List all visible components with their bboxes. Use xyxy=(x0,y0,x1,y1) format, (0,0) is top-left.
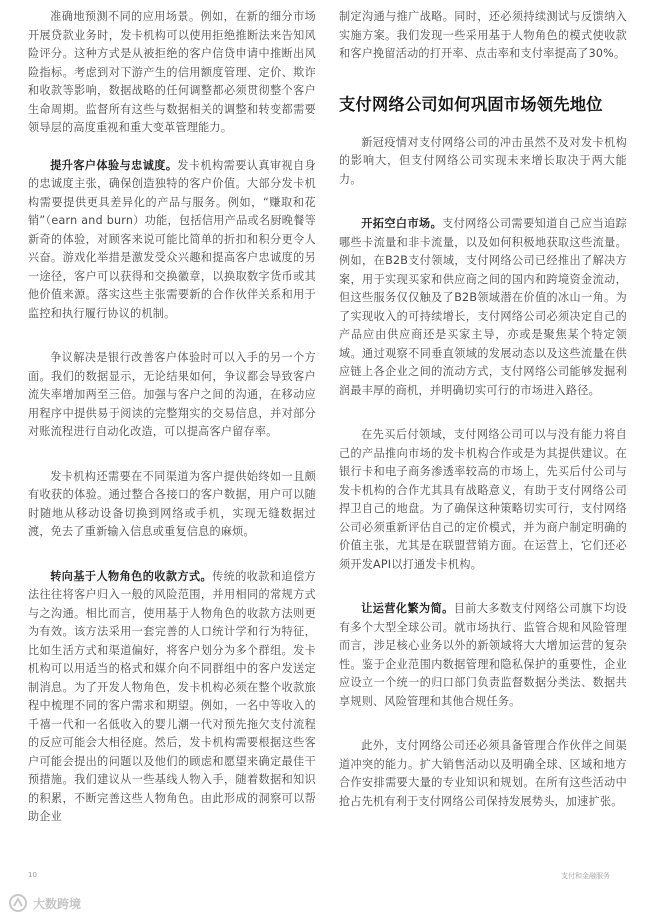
left-column xyxy=(28,8,316,846)
right-paragraph-4: 在先买后付领域，支付网络公司可以与没有能力将自己的产品推向市场的发卡机构合作或是为其提供建议。在银行卡和电子商务渗透率较高的市场上，先买后付公司与发卡机构的合作尤其具有战略意义，有助于支付网络公司捍卫自己的地盘。为了确保这种策略切实可行，支付网络公司必须重新评估自己的定价模式，并为商户制定明确的价值主张，尤其是在联盟营销方面。在运营上，它们还必须开发API以打通发卡机构。 xyxy=(339,428,627,571)
left-paragraph-5 xyxy=(28,568,316,827)
right-paragraph-1: 制定沟通与推广战略。同时，还必须持续测试与反馈纳入实施方案。我们发现一些采用基于人物角色的模式使收款和客户挽留活动的打开率、点击率和支付率提高了30%。 xyxy=(339,10,627,60)
section-lead-simplify-operations: 让运营化繁为简。 xyxy=(361,602,454,615)
watermark-logo-icon xyxy=(8,893,30,913)
right-paragraph-2: 新冠疫情对支付网络公司的冲击虽然不及对发卡机构的影响大，但支付网络公司实现未来增长取决于两大能力。 xyxy=(339,135,627,186)
section-heading: 支付网络公司如何巩固市场领先地位 xyxy=(339,94,603,114)
right-paragraph-3 xyxy=(339,215,627,400)
section-lead-customer-experience: 提升客户体验与忠诚度。 xyxy=(50,158,178,172)
watermark xyxy=(8,893,81,913)
left-paragraph-1: 准确地预测不同的应用场景。例如，在新的细分市场开展贷款业务时，发卡机构可以使用拒绝推断法来告知风险评分。这种方式是从被拒绝的客户信贷申请中推断出风险指标。考虑到对下游产生的信用额度管理、定价、欺诈和收款等影响，数据战略的任何调整都必须贯彻整个客户生命周期。监督所有这些与数据相关的调整和转变都需要领导层的高度重视和重大变革管理能力。 xyxy=(28,10,316,134)
right-paragraph-3-body: 支付网络公司需要知道自己应当追踪哪些卡流量和非卡流量，以及如何积极地获取这些流量。例如，在B2B支付领域，支付网络公司已经推出了解决方案，用于实现买家和供应商之间的国内和跨境资金流动，但这些服务仅仅触及了B2B领域潜在价值的冰山一角。为了实现收入的可持续增长，支付网络公司必须决定自己的产品应由供应商还是买家主导，亦或是聚焦某个特定领域。通过观察不同垂直领域的发展动态以及这些流量在供应链上各企业之间的流动方式，支付网络公司能够发掘利润最丰厚的商机，并明确切实可行的市场进入路径。 xyxy=(339,217,627,397)
left-paragraph-2 xyxy=(28,157,316,324)
right-column xyxy=(339,8,627,830)
watermark-text: 大数跨境 xyxy=(33,896,82,911)
page-number: 10 xyxy=(28,871,37,879)
left-paragraph-4: 发卡机构还需要在不同渠道为客户提供始终如一且颇有收获的体验。通过整合各接口的客户数据，用户可以随时随地从移动设备切换到网络或手机，实现无缝数据过渡，免去了重新输入信息或重复信息的麻烦。 xyxy=(28,469,316,538)
left-paragraph-2-body: 发卡机构需要认真审视自身的忠诚度主张，确保创造独特的客户价值。大部分发卡机构需要提供更具差异化的产品与服务。例如，“赚取和花销”（earn and burn）功能，包括信用产品或名厨晚餐等新奇的体验，对顾客来说可能比简单的折扣和积分更令人兴奋。游戏化举措是激发受众兴趣和提高客户忠诚度的另一途径，客户可以获得和交换徽章，以换取数字货币或其他价值来源。落实这些主张需要新的合作伙伴关系和用于监控和执行履行协议的机制。 xyxy=(28,158,316,320)
left-paragraph-5-body: 传统的收款和追偿方法往往将客户归入一般的风险范围，并用相同的常规方式与之沟通。相比而言，使用基于人物角色的收款方法则更为有效。该方法采用一套完善的人口统计学和行为特征，比如生活方式和渠道偏好，将客户划分为多个群组。发卡机构可以用适当的格式和媒介向不同群组中的客户发送定制消息。为了开发人物角色，发卡机构必须在整个收款旅程中梳理不同的客户需求和期望。例如，一名中等收入的千禧一代和一名低收入的婴儿潮一代对预先拖欠支付流程的反应可能会大相径庭。然后，发卡机构需要根据这些客户可能会提出的问题以及他们的顾虑和愿望来确定最佳干预措施。我们建议从一些基线人物入手，随着数据和知识的积累，不断完善这些人物角色。由此形成的洞察可以帮助企业 xyxy=(28,569,316,823)
right-paragraph-5-body: 目前大多数支付网络公司旗下均设有多个大型全球公司。就市场执行、监管合规和风险管理而言，涉足核心业务以外的新领域将大大增加运营的复杂性。鉴于企业范围内数据管理和隐私保护的重要性，企业应设立一个统一的归口部门负责监督数据分类法、数据共享规则、风险管理和其他合规任务。 xyxy=(339,602,627,708)
publication-name: 支付和金融服务 xyxy=(561,872,610,880)
left-paragraph-3: 争议解决是银行改善客户体验时可以入手的另一个方面。我们的数据显示，无论结果如何，争议都会导致客户流失率增加两至三倍。加强与客户之间的沟通，在移动应用程序中提供易于阅读的完整翔实的交易信息，并对部分对账流程进行自动化改造，可以提高客户留存率。 xyxy=(28,351,316,438)
right-paragraph-6: 此外，支付网络公司还必须具备管理合作伙伴之间渠道冲突的能力。扩大销售活动以及明确全球、区域和地方合作安排需要大量的专业知识和规划。在所有这些活动中抢占先机有利于支付网络公司保持发展势头，加速扩张。 xyxy=(339,739,627,808)
section-lead-new-markets: 开拓空白市场。 xyxy=(361,217,443,230)
right-paragraph-5 xyxy=(339,600,627,711)
section-lead-persona-collections: 转向基于人物角色的收款方式。 xyxy=(50,569,213,583)
